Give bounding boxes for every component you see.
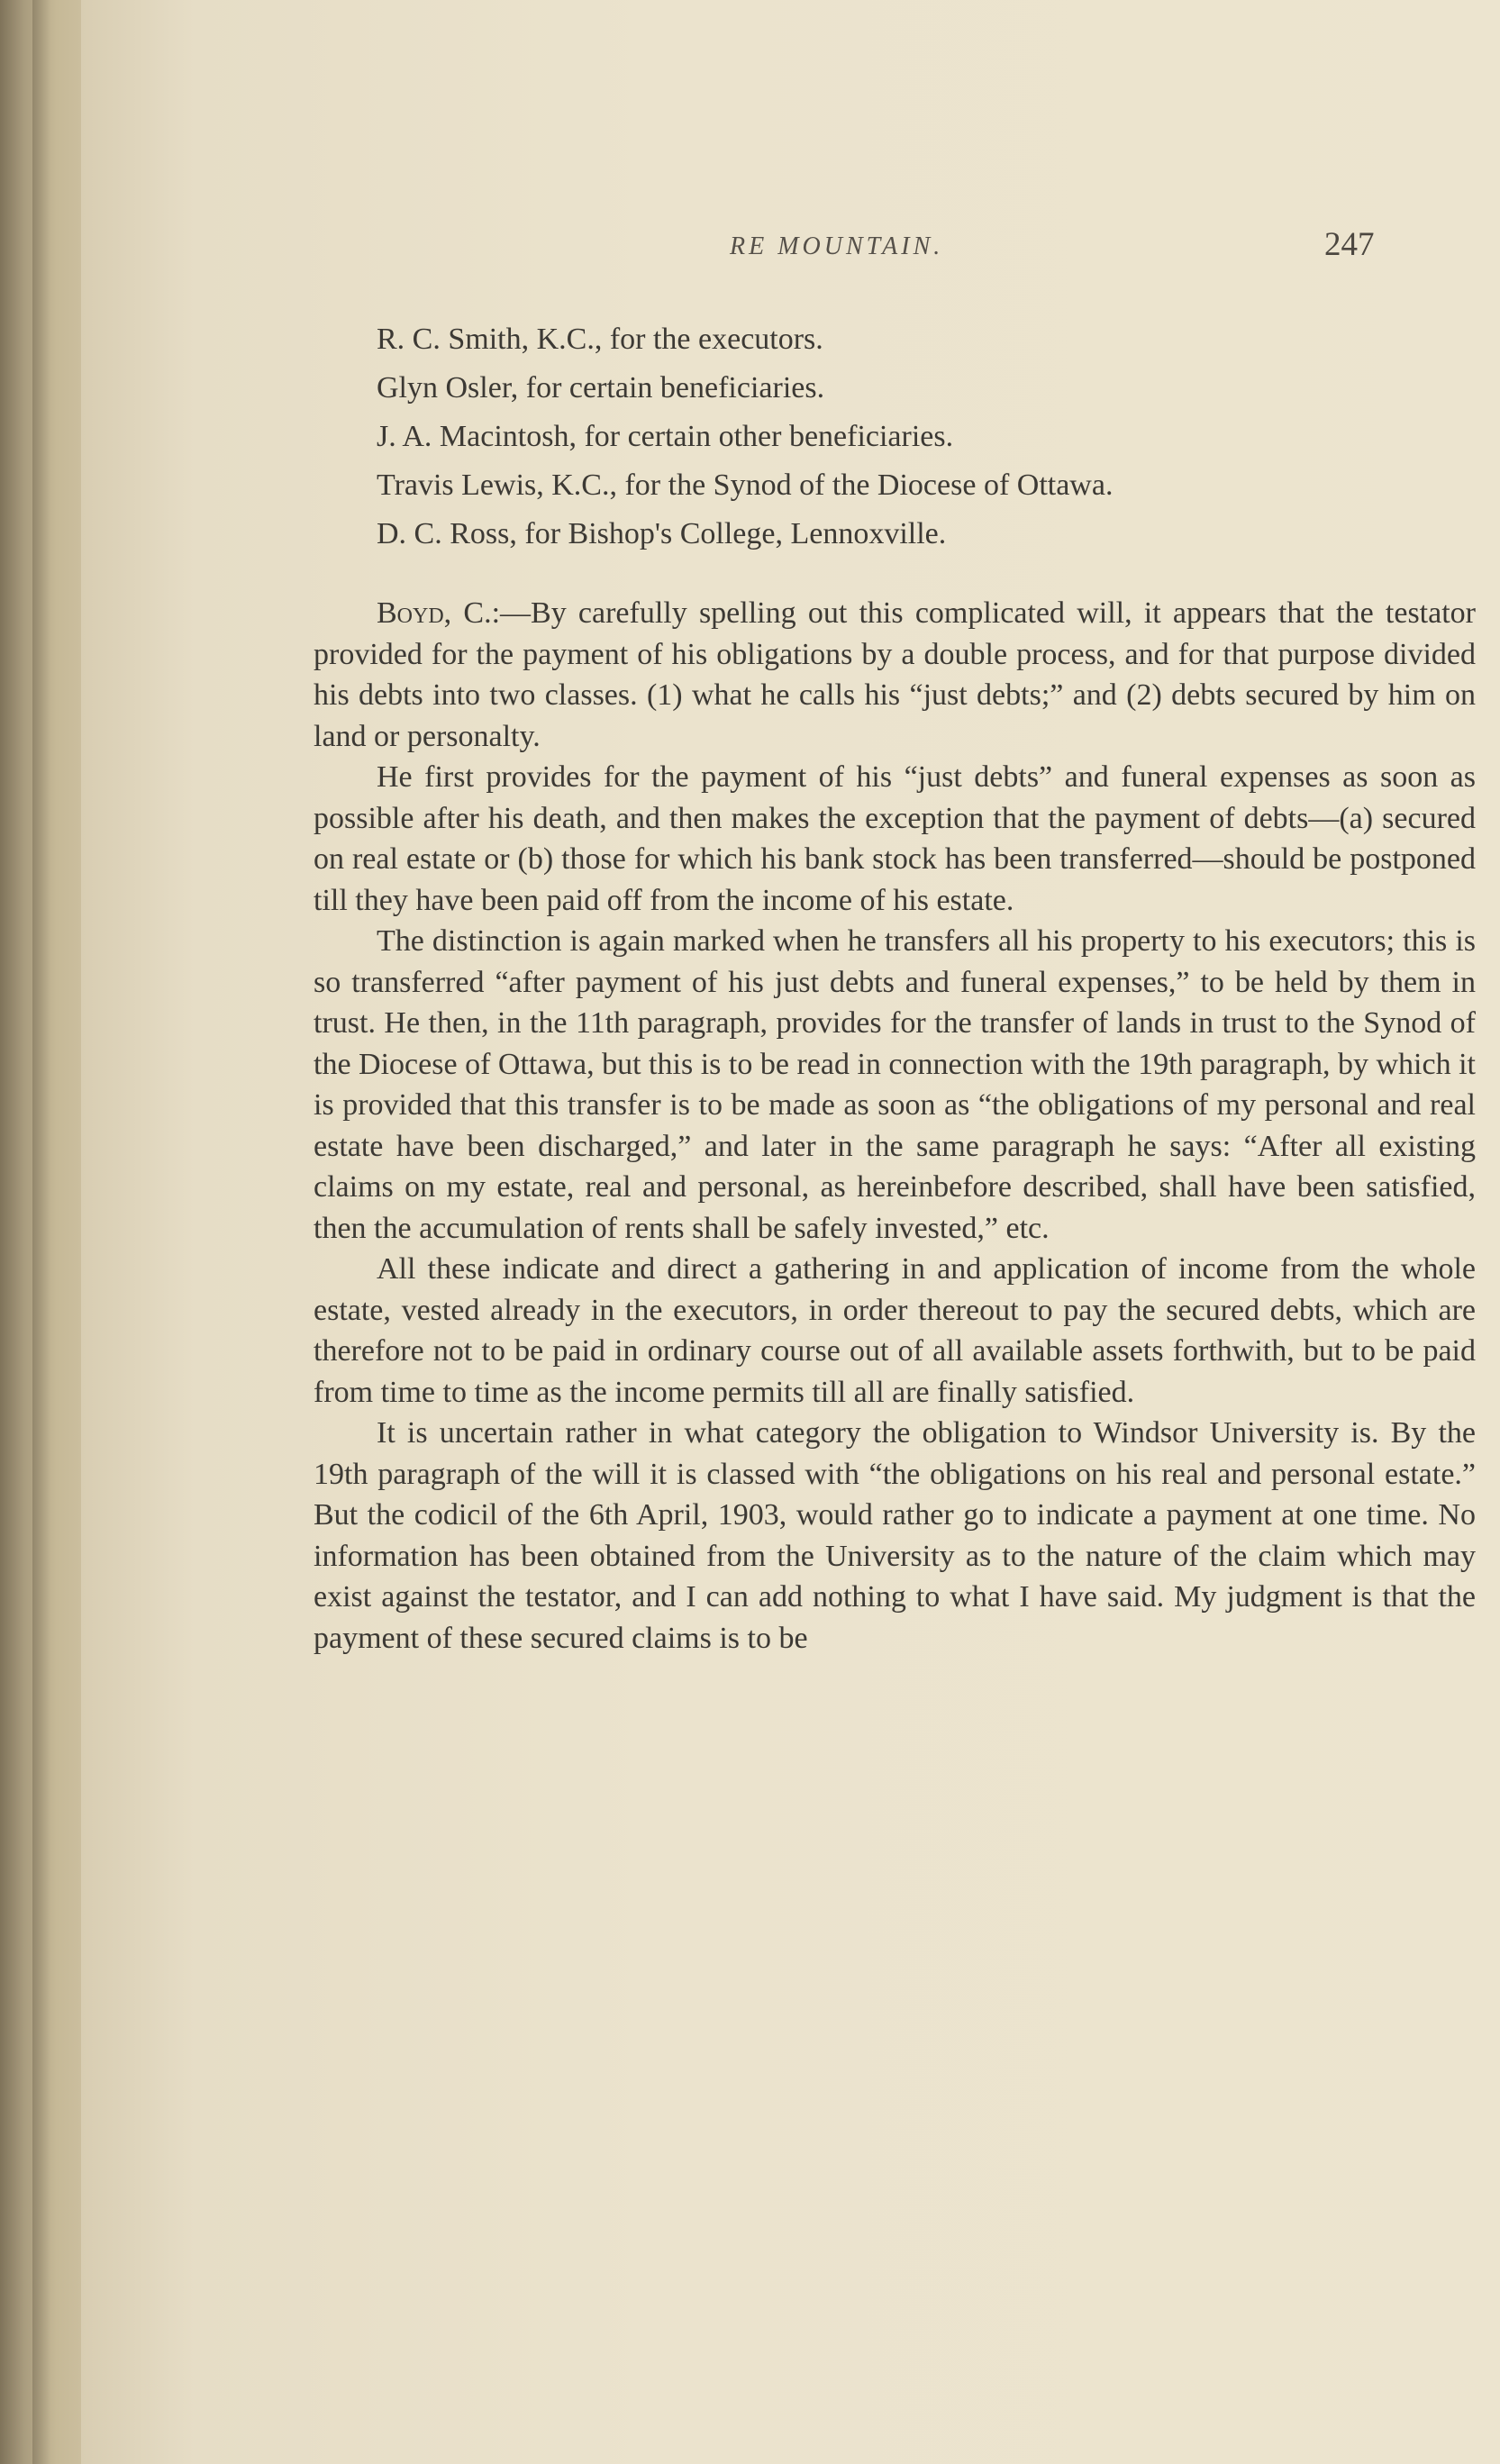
judgment-paragraph: All these indicate and direct a gathering in and application of income from the whole estate, vested already in the executors, in order thereout to pay the secured debts, which are therefore not to be paid in ordinary course out of all available assets forthwith, but to be paid from time to time as the income permits till all are finally satisfied. <box>314 1252 1476 1409</box>
book-page <box>81 0 1500 2464</box>
counsel-line: J. A. Macintosh, for certain other beneficiaries. <box>377 420 954 453</box>
paragraph-text: :—By carefully spelling out this complicated will, it appears that the testator provided for the payment of his obligations by a double process, and for that purpose divided his debts into two classes. (1) what he calls his “just debts;” and (2) debts secured by him on land or personalty. <box>314 596 1476 753</box>
judgment-paragraph <box>314 593 1476 757</box>
judgment-paragraph: It is uncertain rather in what category the obligation to Windsor University is. By the 19th paragraph of the will it is classed with “the obligations on his real and personal estate.” But the codicil of the 6th April, 1903, would rather go to indicate a payment at one time. No information has been obtained from the University as to the nature of the claim which may exist against the testator, and I can add nothing to what I have said. My judgment is that the payment of these secured claims is to be <box>314 1416 1476 1655</box>
counsel-line: R. C. Smith, K.C., for the executors. <box>377 323 823 356</box>
page-header <box>81 225 1500 279</box>
judgment-paragraph: The distinction is again marked when he transfers all his property to his executors; this is so transferred “after payment of his just debts and funeral expenses,” to be held by them in trust. He then, in the 11th paragraph, provides for the transfer of lands in trust to the Synod of the Diocese of Ottawa, but this is to be read in connection with the 19th paragraph, by which it is provided that this transfer is to be made as soon as “the obligations of my personal and real estate have been discharged,” and later in the same paragraph he says: “After all existing claims on my estate, real and personal, as hereinbefore described, shall have been satisfied, then the accumulation of rents shall be safely invested,” etc. <box>314 924 1476 1245</box>
counsel-line: Glyn Osler, for certain beneficiaries. <box>377 371 825 405</box>
running-head: RE MOUNTAIN. <box>730 232 944 260</box>
binding-shadow <box>32 0 50 2464</box>
counsel-line: Travis Lewis, K.C., for the Synod of the Diocese of Ottawa. <box>377 468 1114 502</box>
counsel-line: D. C. Ross, for Bishop's College, Lennoxville. <box>377 517 947 550</box>
counsel-list <box>314 315 1476 559</box>
judge-name: Boyd, C. <box>377 596 492 630</box>
text-block <box>314 315 1476 1659</box>
page-number: 247 <box>1324 226 1375 263</box>
judgment-body <box>314 593 1476 1659</box>
judgment-paragraph: He first provides for the payment of his “just debts” and funeral expenses as soon as possible after his death, and then makes the exception that the payment of debts—(a) secured on real estate or (b) those for which his bank stock has been transferred—should be postponed till they have been paid off from the income of his estate. <box>314 760 1476 917</box>
